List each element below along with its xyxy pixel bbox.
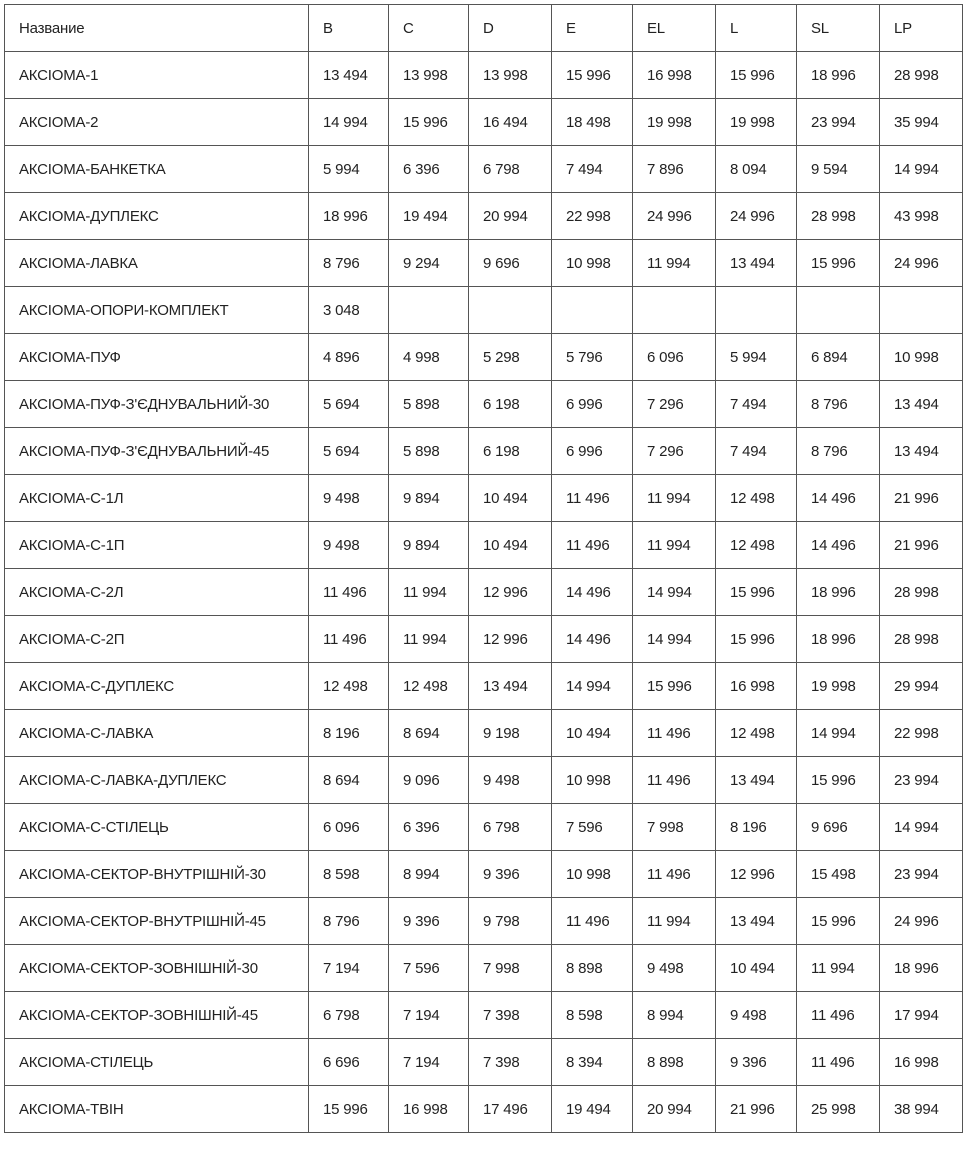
price-cell: 8 094 [716,146,797,193]
price-cell: 21 996 [880,475,963,522]
table-row [5,287,963,334]
table-row [5,381,963,428]
price-cell: 19 494 [552,1086,633,1133]
price-cell: 14 496 [797,522,880,569]
price-cell: 13 494 [716,240,797,287]
price-cell: 28 998 [880,569,963,616]
table-body [5,52,963,1133]
price-cell: 9 594 [797,146,880,193]
column-header-e: E [552,5,633,52]
column-header-l: L [716,5,797,52]
price-cell: 23 994 [880,851,963,898]
price-cell: 10 998 [880,334,963,381]
product-name-cell: АКСІОМА-С-1П [5,522,309,569]
price-cell: 9 498 [633,945,716,992]
price-cell: 5 898 [389,428,469,475]
price-cell: 11 496 [633,851,716,898]
price-cell: 9 498 [309,475,389,522]
price-cell: 10 494 [716,945,797,992]
price-cell: 16 998 [880,1039,963,1086]
price-cell: 13 494 [469,663,552,710]
product-name-cell: АКСІОМА-С-2П [5,616,309,663]
price-cell: 10 998 [552,240,633,287]
price-cell: 6 396 [389,804,469,851]
price-cell: 15 996 [797,757,880,804]
price-cell: 9 198 [469,710,552,757]
price-cell: 15 996 [797,240,880,287]
table-row [5,475,963,522]
price-cell: 8 598 [552,992,633,1039]
price-cell: 24 996 [880,898,963,945]
price-cell: 29 994 [880,663,963,710]
price-cell: 24 996 [880,240,963,287]
price-table [4,4,963,1133]
price-cell: 16 494 [469,99,552,146]
price-cell: 13 494 [880,381,963,428]
price-cell: 8 694 [389,710,469,757]
price-cell: 9 696 [797,804,880,851]
product-name-cell: АКСІОМА-ОПОРИ-КОМПЛЕКТ [5,287,309,334]
price-cell: 14 994 [880,146,963,193]
price-cell: 14 496 [552,616,633,663]
price-cell: 9 294 [389,240,469,287]
price-cell: 3 048 [309,287,389,334]
price-cell: 6 198 [469,428,552,475]
price-cell: 8 796 [309,240,389,287]
price-cell: 4 998 [389,334,469,381]
price-cell: 14 496 [552,569,633,616]
price-cell: 9 498 [716,992,797,1039]
column-header-name: Название [5,5,309,52]
price-cell: 7 596 [552,804,633,851]
product-name-cell: АКСІОМА-СЕКТОР-ВНУТРІШНІЙ-45 [5,898,309,945]
price-cell: 12 498 [389,663,469,710]
price-cell: 8 898 [552,945,633,992]
price-cell: 14 994 [633,616,716,663]
price-cell: 15 498 [797,851,880,898]
price-cell: 7 494 [716,428,797,475]
table-row [5,663,963,710]
table-row [5,616,963,663]
price-cell [552,287,633,334]
price-cell: 6 198 [469,381,552,428]
product-name-cell: АКСІОМА-ПУФ-З'ЄДНУВАЛЬНИЙ-30 [5,381,309,428]
price-cell: 12 498 [716,522,797,569]
price-cell: 6 798 [469,146,552,193]
product-name-cell: АКСІОМА-СЕКТОР-ЗОВНІШНІЙ-45 [5,992,309,1039]
price-cell: 6 996 [552,428,633,475]
price-cell: 5 898 [389,381,469,428]
product-name-cell: АКСІОМА-С-ЛАВКА-ДУПЛЕКС [5,757,309,804]
column-header-c: C [389,5,469,52]
price-cell: 12 996 [469,569,552,616]
price-cell: 15 996 [389,99,469,146]
table-row [5,804,963,851]
table-row [5,193,963,240]
table-row [5,569,963,616]
price-cell: 9 696 [469,240,552,287]
product-name-cell: АКСІОМА-СЕКТОР-ЗОВНІШНІЙ-30 [5,945,309,992]
price-cell: 15 996 [552,52,633,99]
price-cell: 11 496 [633,710,716,757]
price-cell: 8 898 [633,1039,716,1086]
price-cell: 15 996 [716,616,797,663]
price-cell: 15 996 [797,898,880,945]
product-name-cell: АКСІОМА-СТІЛЕЦЬ [5,1039,309,1086]
column-header-lp: LP [880,5,963,52]
price-cell [880,287,963,334]
price-cell: 8 394 [552,1039,633,1086]
table-row [5,334,963,381]
price-cell: 11 994 [633,898,716,945]
price-cell: 5 994 [716,334,797,381]
product-name-cell: АКСІОМА-С-2Л [5,569,309,616]
price-cell [716,287,797,334]
price-cell: 15 996 [716,569,797,616]
price-cell: 21 996 [716,1086,797,1133]
table-row [5,757,963,804]
price-cell: 13 998 [469,52,552,99]
table-row [5,945,963,992]
price-cell: 8 196 [716,804,797,851]
price-cell: 24 996 [633,193,716,240]
price-cell: 11 496 [797,1039,880,1086]
price-cell: 7 998 [633,804,716,851]
price-cell [389,287,469,334]
product-name-cell: АКСІОМА-БАНКЕТКА [5,146,309,193]
price-cell: 5 994 [309,146,389,193]
price-cell: 20 994 [633,1086,716,1133]
price-cell: 7 596 [389,945,469,992]
price-cell: 14 994 [880,804,963,851]
table-row [5,1039,963,1086]
price-cell: 21 996 [880,522,963,569]
price-cell: 7 194 [309,945,389,992]
price-cell: 16 998 [389,1086,469,1133]
table-row [5,898,963,945]
price-cell: 35 994 [880,99,963,146]
table-row [5,851,963,898]
price-cell: 5 796 [552,334,633,381]
price-cell: 6 696 [309,1039,389,1086]
price-cell: 8 196 [309,710,389,757]
price-cell: 7 296 [633,428,716,475]
price-cell: 12 498 [716,710,797,757]
price-cell: 5 298 [469,334,552,381]
price-cell: 8 796 [309,898,389,945]
price-cell: 15 996 [633,663,716,710]
price-cell: 18 996 [797,52,880,99]
price-cell: 8 694 [309,757,389,804]
price-cell: 10 998 [552,851,633,898]
price-cell: 18 996 [797,569,880,616]
price-cell: 17 994 [880,992,963,1039]
table-row [5,710,963,757]
product-name-cell: АКСІОМА-ПУФ-З'ЄДНУВАЛЬНИЙ-45 [5,428,309,475]
price-cell: 43 998 [880,193,963,240]
price-cell: 25 998 [797,1086,880,1133]
price-cell: 11 994 [633,475,716,522]
price-cell: 7 398 [469,992,552,1039]
price-cell: 7 494 [552,146,633,193]
price-cell: 7 896 [633,146,716,193]
table-row [5,99,963,146]
price-cell: 19 494 [389,193,469,240]
price-cell: 11 496 [633,757,716,804]
price-cell: 6 396 [389,146,469,193]
price-cell: 19 998 [716,99,797,146]
price-cell: 7 194 [389,1039,469,1086]
column-header-d: D [469,5,552,52]
price-cell: 19 998 [797,663,880,710]
price-cell: 12 996 [469,616,552,663]
table-row [5,992,963,1039]
price-cell: 14 994 [309,99,389,146]
price-cell: 10 998 [552,757,633,804]
price-cell: 9 894 [389,522,469,569]
price-cell: 14 994 [633,569,716,616]
price-cell: 5 694 [309,428,389,475]
price-cell: 11 496 [552,475,633,522]
price-cell: 15 996 [309,1086,389,1133]
price-cell: 17 496 [469,1086,552,1133]
price-cell: 11 496 [309,616,389,663]
price-cell: 5 694 [309,381,389,428]
product-name-cell: АКСІОМА-С-СТІЛЕЦЬ [5,804,309,851]
price-cell: 9 396 [716,1039,797,1086]
table-row [5,428,963,475]
product-name-cell: АКСІОМА-ПУФ [5,334,309,381]
price-cell: 23 994 [797,99,880,146]
price-cell: 38 994 [880,1086,963,1133]
price-cell: 11 496 [552,898,633,945]
price-cell: 11 994 [389,616,469,663]
column-header-el: EL [633,5,716,52]
price-cell: 18 996 [797,616,880,663]
price-cell: 7 494 [716,381,797,428]
price-cell: 18 498 [552,99,633,146]
price-cell: 6 096 [633,334,716,381]
price-cell: 13 998 [389,52,469,99]
product-name-cell: АКСІОМА-ТВІН [5,1086,309,1133]
price-cell: 9 498 [309,522,389,569]
price-cell: 12 498 [716,475,797,522]
price-cell: 6 096 [309,804,389,851]
price-cell: 8 796 [797,381,880,428]
price-cell: 7 398 [469,1039,552,1086]
price-cell: 22 998 [880,710,963,757]
price-cell [469,287,552,334]
price-cell: 8 598 [309,851,389,898]
price-cell: 6 798 [309,992,389,1039]
price-cell: 12 498 [309,663,389,710]
product-name-cell: АКСІОМА-ЛАВКА [5,240,309,287]
column-header-b: B [309,5,389,52]
price-cell [633,287,716,334]
table-row [5,1086,963,1133]
price-cell: 6 996 [552,381,633,428]
price-cell [797,287,880,334]
price-cell: 11 994 [797,945,880,992]
price-cell: 6 894 [797,334,880,381]
price-cell: 18 996 [880,945,963,992]
price-cell: 10 494 [469,475,552,522]
table-row [5,240,963,287]
price-cell: 9 396 [469,851,552,898]
price-cell: 11 496 [552,522,633,569]
table-row [5,146,963,193]
product-name-cell: АКСІОМА-ДУПЛЕКС [5,193,309,240]
price-cell: 10 494 [469,522,552,569]
price-cell: 28 998 [797,193,880,240]
price-cell: 9 894 [389,475,469,522]
header-row [5,5,963,52]
price-cell: 18 996 [309,193,389,240]
price-cell: 28 998 [880,616,963,663]
product-name-cell: АКСІОМА-С-ЛАВКА [5,710,309,757]
price-cell: 14 994 [552,663,633,710]
price-cell: 8 994 [389,851,469,898]
product-name-cell: АКСІОМА-С-1Л [5,475,309,522]
price-cell: 13 494 [716,898,797,945]
price-cell: 22 998 [552,193,633,240]
column-header-sl: SL [797,5,880,52]
price-cell: 14 496 [797,475,880,522]
price-cell: 16 998 [633,52,716,99]
product-name-cell: АКСІОМА-2 [5,99,309,146]
price-cell: 6 798 [469,804,552,851]
price-cell: 8 796 [797,428,880,475]
product-name-cell: АКСІОМА-СЕКТОР-ВНУТРІШНІЙ-30 [5,851,309,898]
price-cell: 20 994 [469,193,552,240]
price-cell: 11 994 [633,522,716,569]
price-cell: 7 296 [633,381,716,428]
price-cell: 8 994 [633,992,716,1039]
price-cell: 23 994 [880,757,963,804]
price-cell: 7 194 [389,992,469,1039]
product-name-cell: АКСІОМА-С-ДУПЛЕКС [5,663,309,710]
table-row [5,522,963,569]
price-cell: 16 998 [716,663,797,710]
price-cell: 9 096 [389,757,469,804]
price-cell: 9 396 [389,898,469,945]
price-cell: 13 494 [309,52,389,99]
price-cell: 10 494 [552,710,633,757]
price-cell: 11 994 [633,240,716,287]
table-header [5,5,963,52]
price-cell: 28 998 [880,52,963,99]
price-cell: 12 996 [716,851,797,898]
price-cell: 15 996 [716,52,797,99]
price-cell: 24 996 [716,193,797,240]
price-cell: 9 498 [469,757,552,804]
price-cell: 14 994 [797,710,880,757]
price-cell: 9 798 [469,898,552,945]
product-name-cell: АКСІОМА-1 [5,52,309,99]
price-cell: 11 994 [389,569,469,616]
table-row [5,52,963,99]
price-cell: 11 496 [797,992,880,1039]
price-cell: 4 896 [309,334,389,381]
price-cell: 13 494 [880,428,963,475]
price-cell: 13 494 [716,757,797,804]
price-cell: 7 998 [469,945,552,992]
price-cell: 11 496 [309,569,389,616]
price-cell: 19 998 [633,99,716,146]
